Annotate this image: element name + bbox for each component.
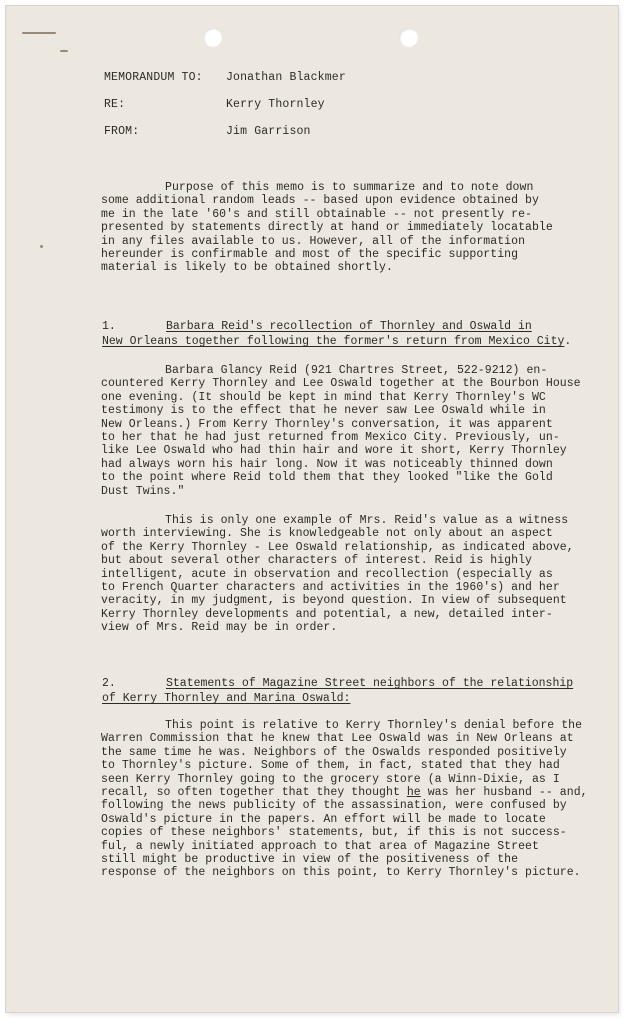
text-line: to Thornley's picture. Some of them, in fact, stated that they had (101, 759, 560, 773)
section-1-title-end: . (564, 335, 572, 348)
text-line: the same time he was. Neighbors of the Oswalds responded positively (101, 745, 567, 759)
text-line: me in the late '60's and still obtainable -- not presently re- (101, 207, 532, 221)
text-line: intelligent, acute in observation and recollection (especially as (101, 567, 553, 581)
text-line: but about several other characters of interest. Reid is highly (101, 554, 532, 568)
text-line: ful, a newly initiated approach to that area of Magazine Street (101, 839, 539, 853)
text-line: view of Mrs. Reid may be in order. (101, 621, 338, 635)
text-line: worth interviewing. She is knowledgeable not only about an aspect (101, 527, 553, 541)
text-line: This is only one example of Mrs. Reid's value as a witness (165, 514, 569, 527)
section-1-title-line: Barbara Reid's recollection of Thornley and Oswald in (166, 320, 532, 333)
from-row (104, 125, 311, 138)
text-line: material is likely to be obtained shortly. (101, 261, 393, 275)
memo-page (6, 6, 618, 1012)
text-line: still might be productive in view of the positiveness of the (101, 853, 519, 867)
text-line: had always worn his hair long. Now it was noticeably thinned down (101, 457, 553, 471)
text-line: in any files available to us. However, all of the information (101, 234, 526, 248)
text-line: to French Quarter characters and activities in the 1960's) and her (101, 581, 560, 595)
text-line: countered Kerry Thornley and Lee Oswald together at the Bourbon House (101, 377, 581, 391)
text-line: following the news publicity of the assassination, were confused by (101, 799, 567, 813)
section-2-title-line: of Kerry Thornley and Marina Oswald: (102, 692, 351, 705)
text-line: New Orleans.) From Kerry Thornley's conversation, it was apparent (101, 417, 553, 431)
memo-to-value: Jonathan Blackmer (226, 71, 346, 84)
emphasized-word: he (406, 786, 421, 800)
from-label: FROM: (104, 125, 140, 138)
re-label: RE: (104, 98, 126, 111)
text-line: veracity, in my judgment, is beyond question. In view of subsequent (101, 594, 567, 608)
text-line: Purpose of this memo is to summarize and to note down (165, 181, 534, 194)
text-fragment: was her husband -- and, (420, 786, 588, 800)
text-line (101, 786, 611, 799)
punch-hole-right (399, 28, 418, 47)
punch-hole-left (203, 28, 222, 47)
section-1-title-line: New Orleans together following the former's return from Mexico City (102, 335, 565, 348)
text-line: Kerry Thornley developments and potential, a new, detailed inter- (101, 607, 553, 621)
text-line: of the Kerry Thornley - Lee Oswald relationship, as indicated above, (101, 540, 574, 554)
text-line: response of the neighbors on this point, to Kerry Thornley's picture. (101, 866, 581, 880)
re-value: Kerry Thornley (226, 98, 325, 111)
section-1-number: 1. (102, 320, 116, 333)
section-2-number: 2. (102, 677, 116, 690)
section-2-paragraph-1 (101, 719, 611, 880)
paper-stain (40, 245, 43, 248)
section-2-title-line: Statements of Magazine Street neighbors of the relationship (166, 677, 574, 690)
memo-to-label: MEMORANDUM TO: (104, 71, 203, 84)
re-row (104, 98, 325, 111)
text-line: seen Kerry Thornley going to the grocery store (a Winn-Dixie, as I (101, 772, 560, 786)
intro-paragraph (101, 181, 611, 275)
paper-stain (60, 50, 68, 52)
text-line: presented by statements directly at hand or immediately locatable (101, 221, 553, 235)
text-line: testimony is to the effect that he never saw Lee Oswald while in (101, 404, 546, 418)
section-1-paragraph-2 (101, 514, 611, 635)
text-line: Dust Twins." (101, 484, 185, 498)
text-line: This point is relative to Kerry Thornley's denial before the (165, 719, 583, 732)
text-line: to the point where Reid told them that they looked "like the Gold (101, 471, 553, 485)
text-line: copies of these neighbors' statements, but, if this is not success- (101, 826, 567, 840)
section-2-heading (102, 676, 573, 706)
text-line: some additional random leads -- based upon evidence obtained by (101, 194, 539, 208)
memo-to-row (104, 71, 346, 84)
text-line: Warren Commission that he knew that Lee Oswald was in New Orleans at (101, 732, 574, 746)
text-line: Barbara Glancy Reid (921 Chartres Street, 522-9212) en- (165, 364, 548, 377)
text-line: like Lee Oswald who had thin hair and wore it short, Kerry Thornley (101, 444, 567, 458)
paper-stain (22, 32, 56, 34)
text-line: one evening. (It should be kept in mind that Kerry Thornley's WC (101, 390, 546, 404)
text-fragment: recall, so often together that they thought (101, 786, 407, 800)
section-1-paragraph-1 (101, 364, 611, 498)
text-line: Oswald's picture in the papers. An effort will be made to locate (101, 812, 546, 826)
text-line: hereunder is confirmable and most of the specific supporting (101, 248, 519, 262)
text-line: to her that he had just returned from Mexico City. Previously, un- (101, 431, 560, 445)
from-value: Jim Garrison (226, 125, 311, 138)
section-1-heading (102, 319, 571, 349)
